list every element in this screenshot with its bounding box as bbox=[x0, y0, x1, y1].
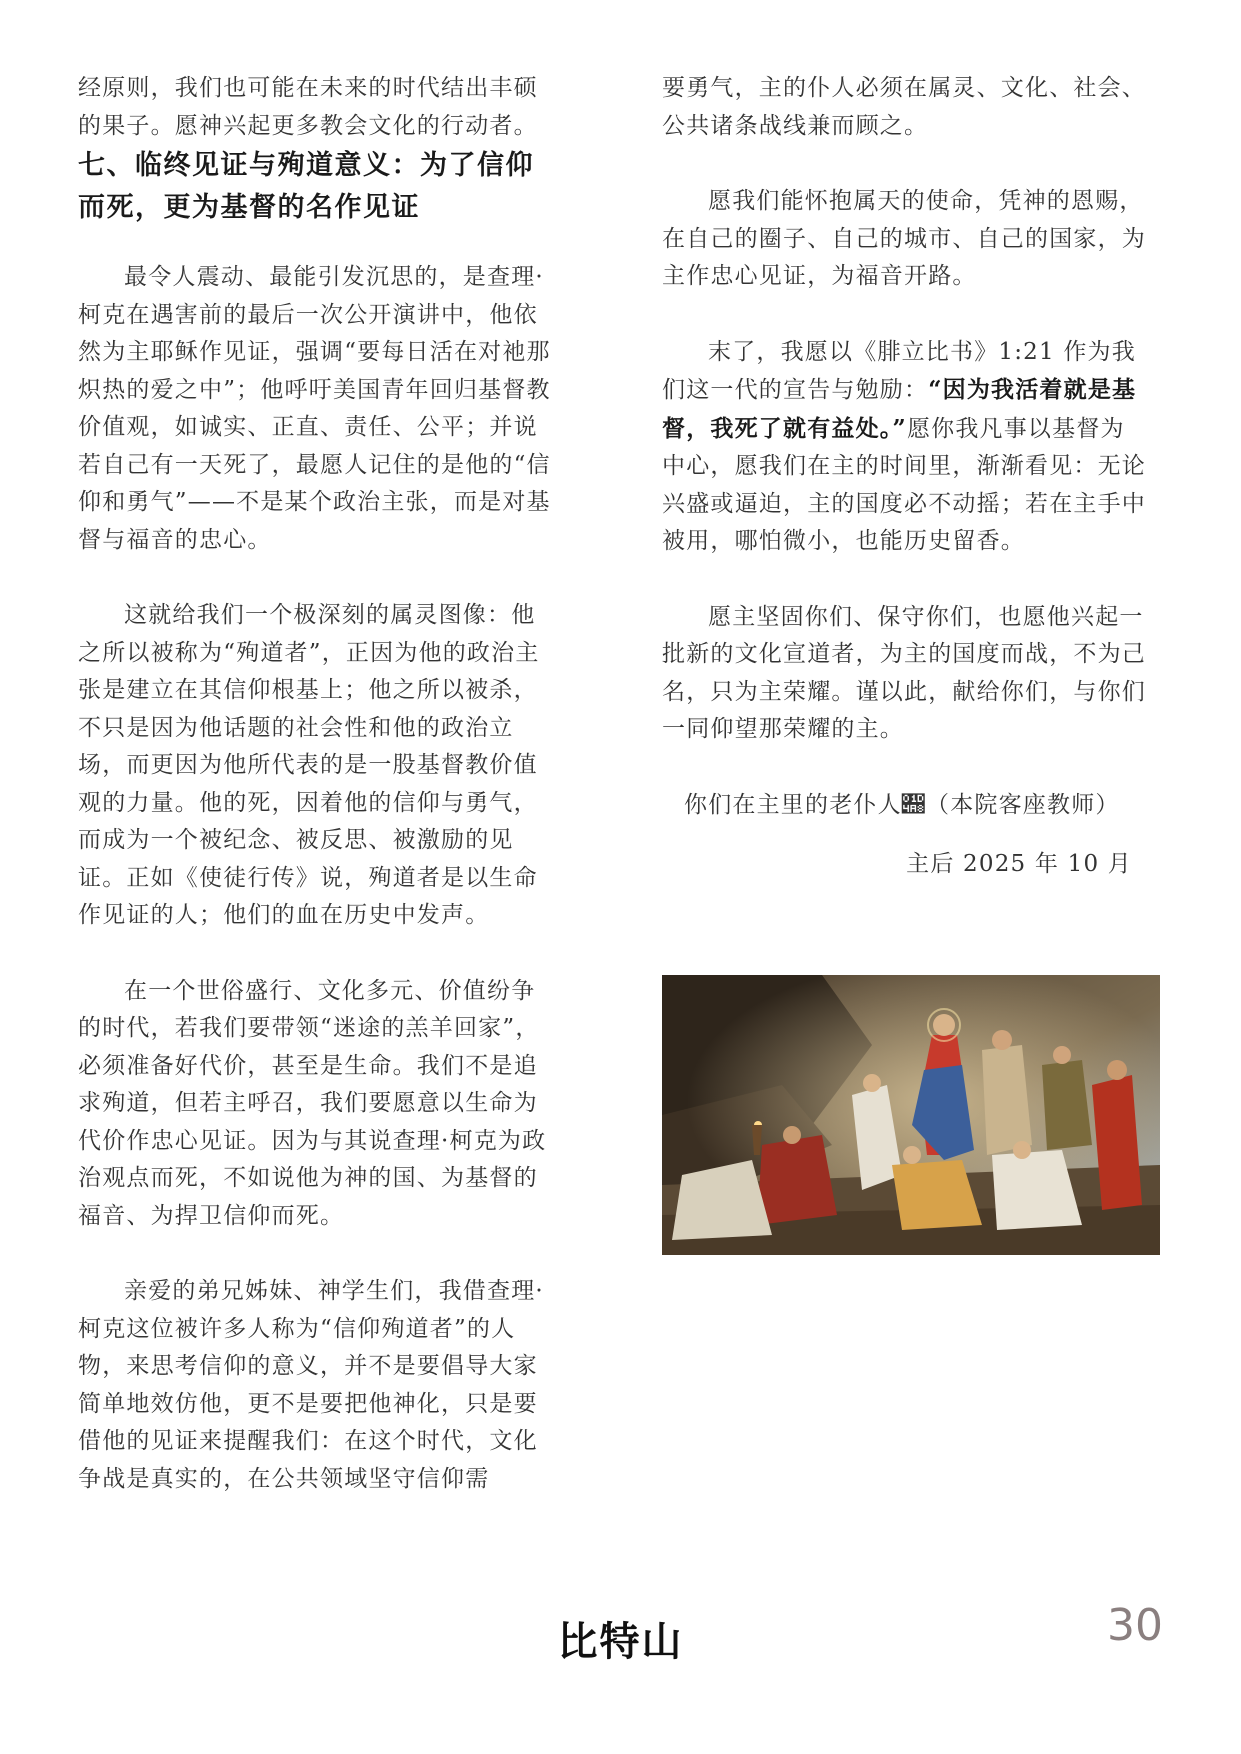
section-heading: 七、临终见证与殉道意义：为了信仰而死，更为基督的名作见证 bbox=[78, 150, 534, 223]
paragraph-text: 愿你我凡事以基督为中心，愿我们在主的时间里，渐渐看见：无论兴盛或逼迫，主的国度必不动摇；若在主手中被用，哪怕微小，也能历史留香。 bbox=[662, 415, 1146, 554]
painting-illustration bbox=[662, 975, 1160, 1255]
page-number: 30 bbox=[1107, 1600, 1163, 1651]
religious-painting-image bbox=[662, 975, 1160, 1255]
paragraph: 亲爱的弟兄姊妹、神学生们，我借查理·柯克这位被许多人称为“信仰殉道者”的人物，来思考信仰的意义，并不是要倡导大家简单地效仿他，更不是要把他神化，只是要借他的见证来提醒我们：在这个时代，文化争战是真实的，在公共领域坚守信仰需 bbox=[78, 1278, 544, 1492]
left-column bbox=[78, 70, 558, 1498]
paragraph-text: 末了，我愿以《腓立比书》1:21 作为我们这一代的宣告与勉励： bbox=[662, 338, 1136, 403]
bible-quote: “因为我活着就是基督，我死了就有益处。” bbox=[662, 376, 1137, 442]
magazine-brand-logo: 比特山 bbox=[557, 1619, 684, 1665]
paragraph bbox=[662, 334, 1146, 561]
paragraph: 最令人震动、最能引发沉思的，是查理·柯克在遇害前的最后一次公开演讲中，他依然为主耶稣作见证，强调“要每日活在对祂那炽热的爱之中”；他呼吁美国青年回归基督教价值观，如诚实、正直、责任、公平；并说若自己有一天死了，最愿人记住的是他的“信仰和勇气”——不是某个政治主张，而是对基督与福音的忠心。 bbox=[78, 264, 551, 553]
date: 主后 2025 年 10 月 bbox=[906, 851, 1132, 877]
paragraph: 这就给我们一个极深刻的属灵图像：他之所以被称为“殉道者”，正因为他的政治主张是建立在其信仰根基上；他之所以被杀，不只是因为他话题的社会性和他的政治立场，而更因为他所代表的是一股基督教价值观的力量。他的死，因着他的信仰与勇气，而成为一个被纪念、被反思、被激励的见证。正如《使徒行传》说，殉道者是以生命作见证的人；他们的血在历史中发声。 bbox=[78, 602, 540, 928]
signature: 你们在主里的老仆人𝒨（本院客座教师） bbox=[684, 791, 1120, 818]
paragraph: 愿我们能怀抱属天的使命，凭神的恩赐，在自己的圈子、自己的城市、自己的国家，为主作忠心见证，为福音开路。 bbox=[662, 188, 1146, 289]
right-column bbox=[662, 70, 1146, 884]
paragraph: 要勇气，主的仆人必须在属灵、文化、社会、公共诸条战线兼而顾之。 bbox=[662, 75, 1146, 139]
paragraph: 在一个世俗盛行、文化多元、价值纷争的时代，若我们要带领“迷途的羔羊回家”，必须准备好代价，甚至是生命。我们不是追求殉道，但若主呼召，我们要愿意以生命为代价作忠心见证。因为与其说查理·柯克为政治观点而死，不如说他为神的国、为基督的福音、为捍卫信仰而死。 bbox=[78, 977, 547, 1229]
paragraph: 经原则，我们也可能在未来的时代结出丰硕的果子。愿神兴起更多教会文化的行动者。 bbox=[78, 75, 538, 139]
paragraph: 愿主坚固你们、保守你们，也愿他兴起一批新的文化宣道者，为主的国度而战，不为己名，只为主荣耀。谨以此，献给你们，与你们一同仰望那荣耀的主。 bbox=[662, 603, 1146, 742]
